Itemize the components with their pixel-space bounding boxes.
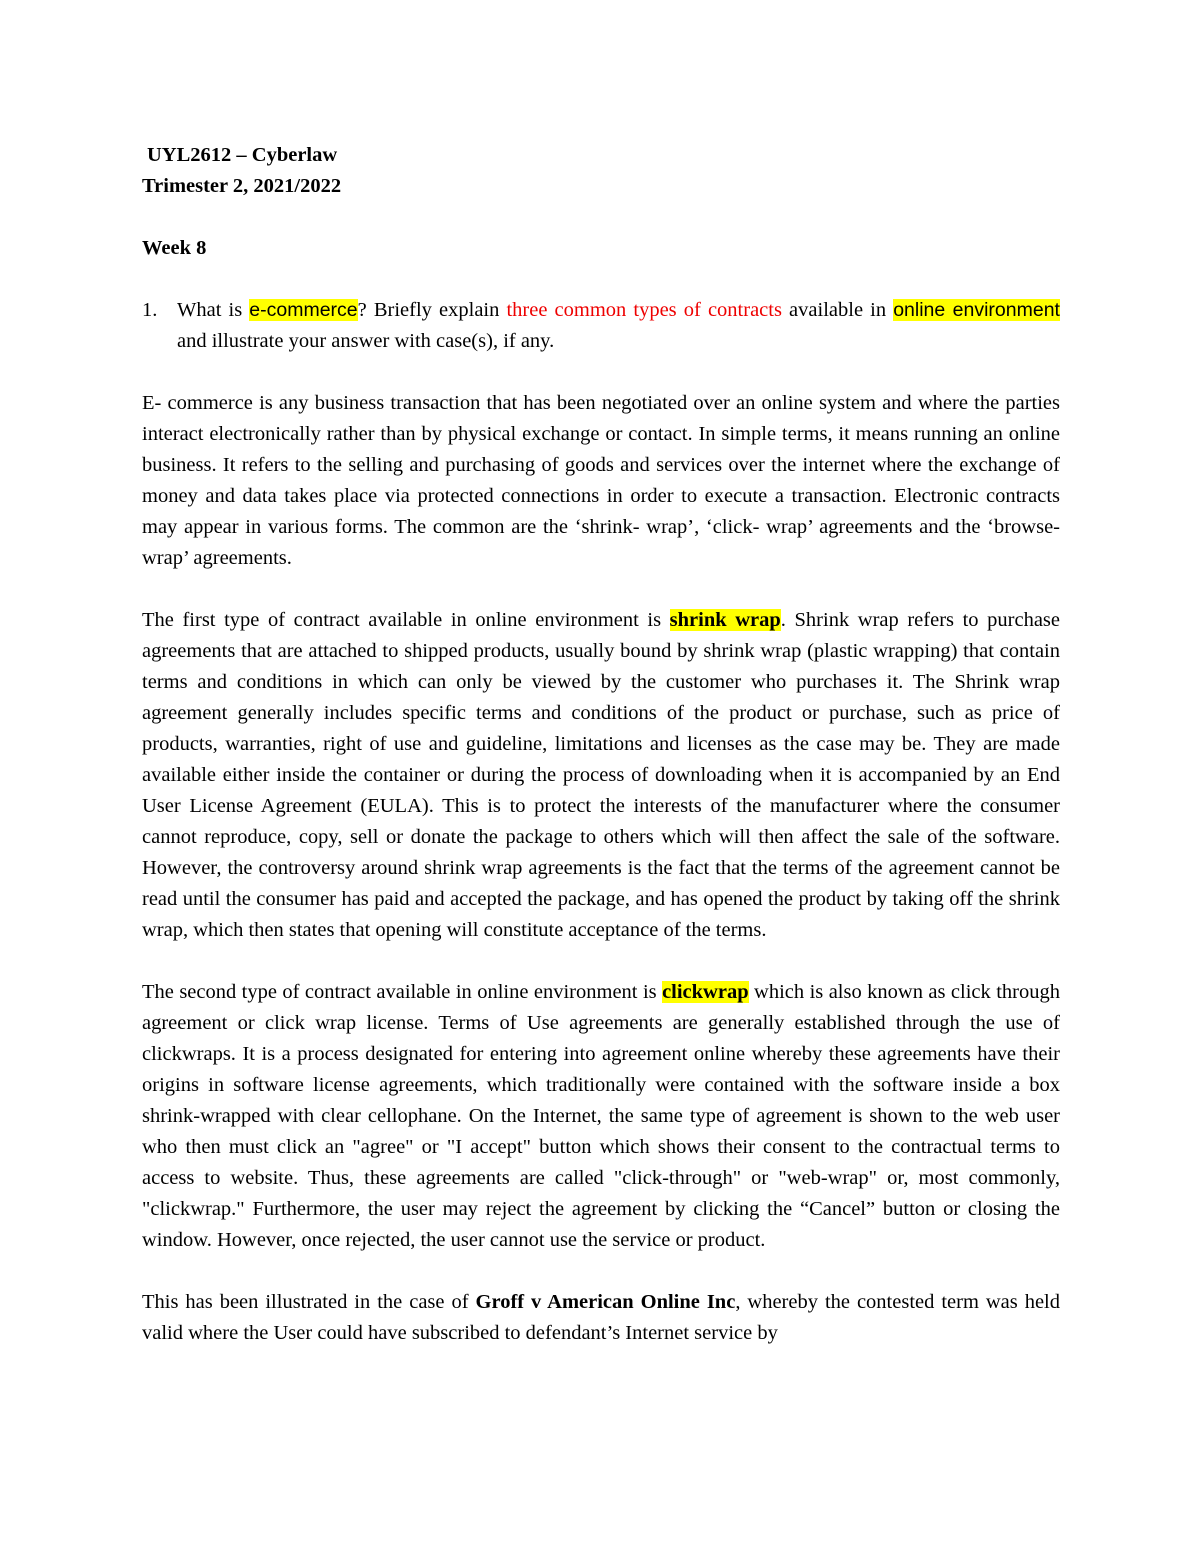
- question-text-3: available in: [781, 299, 894, 321]
- highlight-shrink-wrap: shrink wrap: [669, 609, 781, 631]
- document-body: [142, 140, 1060, 1349]
- case-name: Groff v American Online Inc: [475, 1291, 736, 1313]
- highlight-clickwrap: clickwrap: [662, 981, 749, 1003]
- paragraph-ecommerce-definition: E- commerce is any business transaction that has been negotiated over an online system and where the parties interact electronically rather than by physical exchange or contact. In simple terms, it means running an online business. It refers to the selling and purchasing of goods and services over the internet where the exchange of money and data takes place via protected connections in order to execute a transaction. Electronic contracts may appear in various forms. The common are the ‘shrink- wrap’, ‘click- wrap’ agreements and the ‘browse-wrap’ agreements.: [142, 392, 1060, 569]
- case-text-1: This has been illustrated in the case of: [142, 1291, 476, 1313]
- question-number: 1.: [142, 299, 158, 321]
- clickwrap-text-1: The second type of contract available in online environment is: [142, 981, 663, 1003]
- shrink-wrap-text-2: . Shrink wrap refers to purchase agreements that are attached to shipped products, usually bound by shrink wrap (plastic wrapping) that contain terms and conditions in which can only be viewed by the customer who purchases it. The Shrink wrap agreement generally includes specific terms and conditions of the product or purchase, such as price of products, warranties, right of use and guideline, limitations and licenses as the case may be. They are made available either inside the container or during the process of downloading when it is accompanied by an End User License Agreement (EULA). This is to protect the interests of the manufacturer where the consumer cannot reproduce, copy, sell or donate the package to others which will then affect the sale of the software. However, the controversy around shrink wrap agreements is the fact that the terms of the agreement cannot be read until the consumer has paid and accepted the package, and has opened the product by taking off the shrink wrap, which then states that opening will constitute acceptance of the terms.: [142, 609, 1060, 941]
- highlight-online-environment: online environment: [893, 299, 1060, 321]
- question-text-1: What is: [177, 299, 250, 321]
- case-text-2: , whereby the contested term was held valid where the User could have subscribed to defendant’s Internet service by: [142, 1291, 1061, 1344]
- paragraph-case-illustration: [142, 1287, 1060, 1349]
- course-title: UYL2612 – Cyberlaw: [147, 144, 338, 166]
- red-phrase-contract-types: three common types of contracts: [506, 299, 782, 321]
- paragraph-shrink-wrap: [142, 605, 1060, 946]
- question-1: [142, 295, 1060, 357]
- question-text-2: ? Briefly explain: [357, 299, 507, 321]
- paragraph-clickwrap: [142, 977, 1060, 1256]
- clickwrap-text-2: which is also known as click through agreement or click wrap license. Terms of Use agreements are generally established through the use of clickwraps. It is a process designated for entering into agreement online whereby these agreements have their origins in software license agreements, which traditionally were contained with the software inside a box shrink-wrapped with clear cellophane. On the Internet, the same type of agreement is shown to the web user who then must click an "agree" or "I accept" button which shows their consent to the contractual terms to access to website. Thus, these agreements are called "click-through" or "web-wrap" or, most commonly, "clickwrap." Furthermore, the user may reject the agreement by clicking the “Cancel” button or closing the window. However, once rejected, the user cannot use the service or product.: [142, 981, 1060, 1251]
- question-text-4: and illustrate your answer with case(s), if any.: [177, 330, 555, 352]
- week-heading: Week 8: [142, 237, 207, 259]
- shrink-wrap-text-1: The first type of contract available in online environment is: [142, 609, 670, 631]
- highlight-ecommerce: e-commerce: [249, 299, 358, 321]
- trimester-line: Trimester 2, 2021/2022: [142, 175, 342, 197]
